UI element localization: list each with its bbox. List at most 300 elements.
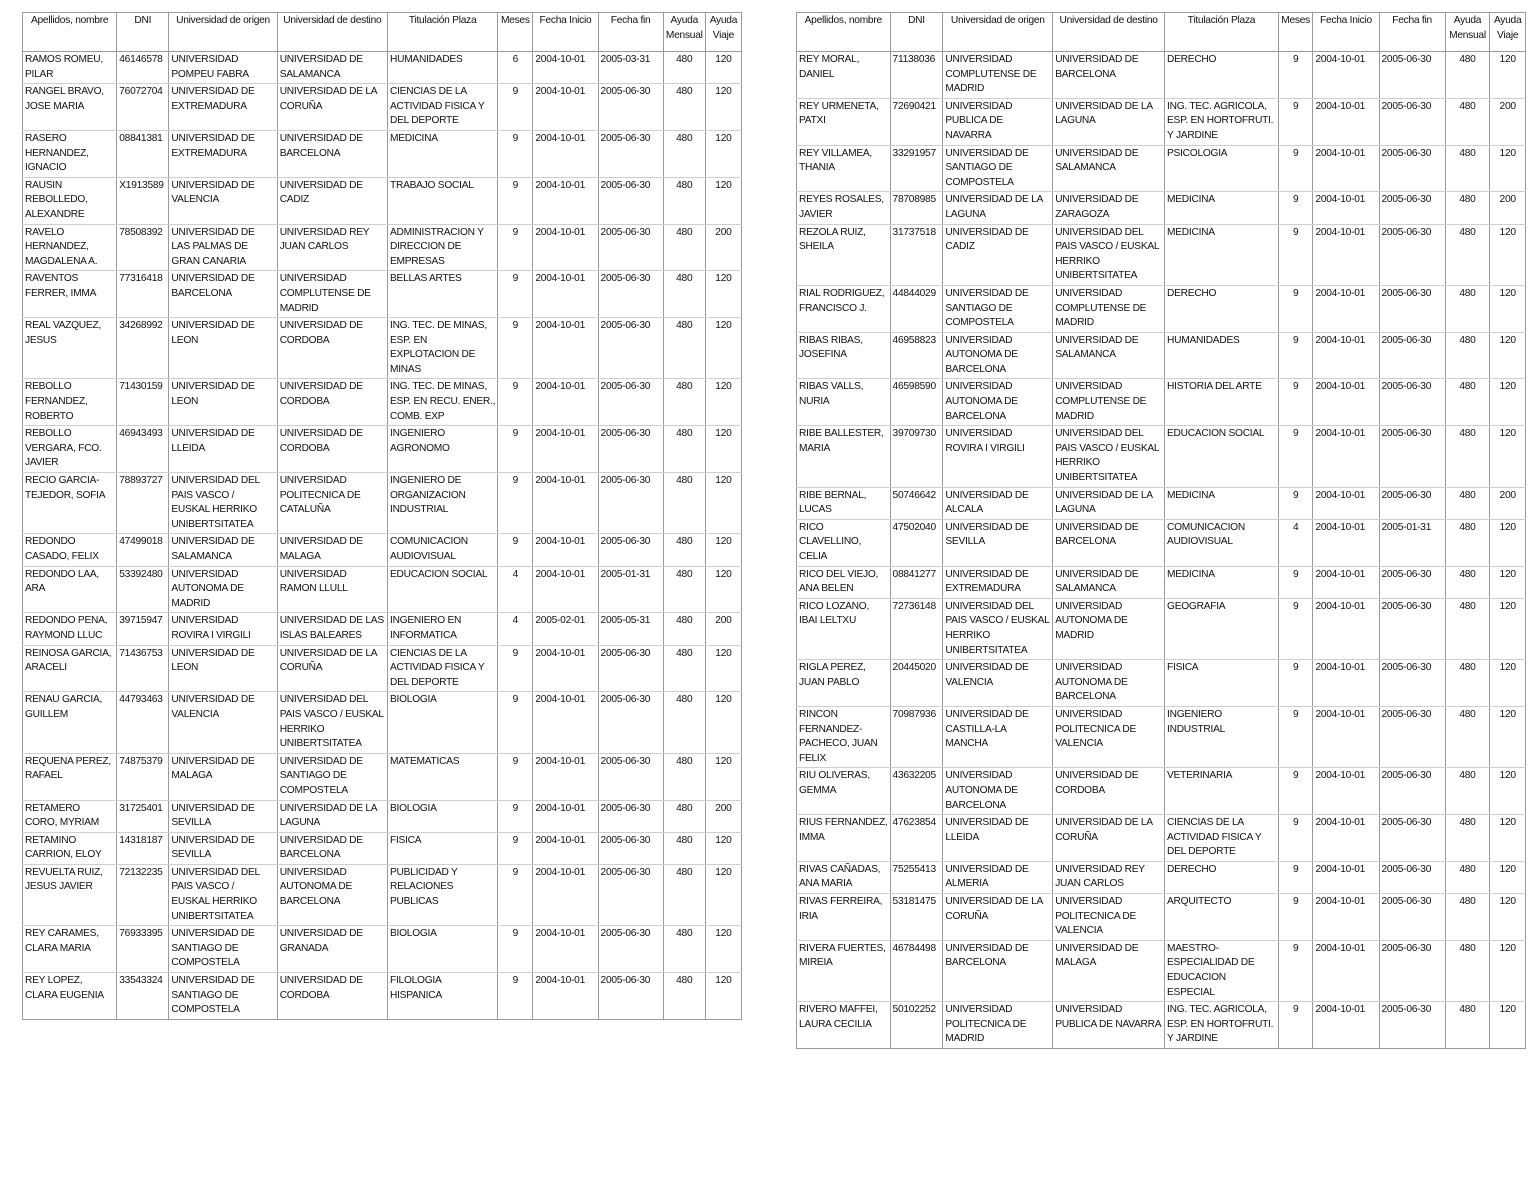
name-cell: RASERO HERNANDEZ, IGNACIO: [23, 130, 117, 177]
column-header-origin-university: Universidad de origen: [943, 13, 1053, 52]
months-cell: 9: [498, 926, 533, 973]
end-date-cell: 2005-06-30: [1379, 332, 1445, 379]
degree-cell: EDUCACION SOCIAL: [387, 566, 497, 613]
travel-aid-cell: 120: [705, 318, 741, 379]
table-row: [23, 84, 742, 131]
degree-cell: PUBLICIDAD Y RELACIONES PUBLICAS: [387, 864, 497, 925]
dni-cell: 74875379: [117, 753, 169, 800]
degree-cell: COMUNICACION AUDIOVISUAL: [1165, 519, 1279, 566]
table-row: [23, 800, 742, 832]
travel-aid-cell: 120: [1490, 332, 1526, 379]
degree-cell: CIENCIAS DE LA ACTIVIDAD FISICA Y DEL DEPORTE: [387, 84, 497, 131]
end-date-cell: 2005-06-30: [1379, 706, 1445, 767]
dni-cell: 46146578: [117, 52, 169, 84]
start-date-cell: 2004-10-01: [533, 864, 598, 925]
scholarship-table-left: [22, 12, 742, 1020]
monthly-aid-cell: 480: [663, 130, 705, 177]
monthly-aid-cell: 480: [663, 379, 705, 426]
origin-university-cell: UNIVERSIDAD DE ALCALA: [943, 487, 1053, 519]
end-date-cell: 2005-01-31: [1379, 519, 1445, 566]
monthly-aid-cell: 480: [1445, 332, 1490, 379]
name-cell: RIBE BALLESTER, MARIA: [797, 426, 891, 487]
name-cell: REY LOPEZ, CLARA EUGENIA: [23, 973, 117, 1020]
start-date-cell: 2004-10-01: [1313, 861, 1379, 893]
start-date-cell: 2004-10-01: [1313, 815, 1379, 862]
table-row: [797, 940, 1526, 1001]
right-page-table: [796, 12, 1526, 1049]
monthly-aid-cell: 480: [663, 613, 705, 645]
dni-cell: 39709730: [890, 426, 943, 487]
header-row: [797, 13, 1526, 52]
monthly-aid-cell: 480: [1445, 52, 1490, 99]
travel-aid-cell: 120: [705, 864, 741, 925]
table-row: [23, 473, 742, 534]
name-cell: REQUENA PEREZ, RAFAEL: [23, 753, 117, 800]
table-row: [797, 285, 1526, 332]
monthly-aid-cell: 480: [663, 864, 705, 925]
start-date-cell: 2004-10-01: [533, 379, 598, 426]
monthly-aid-cell: 480: [1445, 706, 1490, 767]
destination-university-cell: UNIVERSIDAD DE CORDOBA: [277, 973, 387, 1020]
origin-university-cell: UNIVERSIDAD DE ALMERIA: [943, 861, 1053, 893]
destination-university-cell: UNIVERSIDAD COMPLUTENSE DE MADRID: [1053, 379, 1165, 426]
origin-university-cell: UNIVERSIDAD DE LA LAGUNA: [943, 192, 1053, 224]
origin-university-cell: UNIVERSIDAD DE CADIZ: [943, 224, 1053, 285]
table-row: [23, 832, 742, 864]
travel-aid-cell: 120: [1490, 519, 1526, 566]
dni-cell: 08841381: [117, 130, 169, 177]
monthly-aid-cell: 480: [663, 926, 705, 973]
travel-aid-cell: 120: [1490, 894, 1526, 941]
column-header-origin-university: Universidad de origen: [169, 13, 277, 52]
monthly-aid-cell: 480: [1445, 145, 1490, 192]
column-header-dni: DNI: [890, 13, 943, 52]
start-date-cell: 2004-10-01: [1313, 145, 1379, 192]
name-cell: RIVAS FERREIRA, IRIA: [797, 894, 891, 941]
months-cell: 9: [1278, 861, 1313, 893]
table-row: [797, 98, 1526, 145]
destination-university-cell: UNIVERSIDAD DE SANTIAGO DE COMPOSTELA: [277, 753, 387, 800]
degree-cell: ARQUITECTO: [1165, 894, 1279, 941]
destination-university-cell: UNIVERSIDAD DE ZARAGOZA: [1053, 192, 1165, 224]
name-cell: RIU OLIVERAS, GEMMA: [797, 768, 891, 815]
start-date-cell: 2004-10-01: [533, 224, 598, 271]
months-cell: 4: [498, 613, 533, 645]
dni-cell: 46598590: [890, 379, 943, 426]
column-header-monthly-aid: Ayuda Mensual: [1445, 13, 1490, 52]
degree-cell: HUMANIDADES: [1165, 332, 1279, 379]
column-header-end-date: Fecha fin: [598, 13, 663, 52]
start-date-cell: 2004-10-01: [1313, 332, 1379, 379]
dni-cell: 20445020: [890, 660, 943, 707]
destination-university-cell: UNIVERSIDAD DEL PAIS VASCO / EUSKAL HERRIKO UNIBERTSITATEA: [1053, 426, 1165, 487]
dni-cell: 71430159: [117, 379, 169, 426]
origin-university-cell: UNIVERSIDAD DEL PAIS VASCO / EUSKAL HERRIKO UNIBERTSITATEA: [169, 864, 277, 925]
destination-university-cell: UNIVERSIDAD REY JUAN CARLOS: [1053, 861, 1165, 893]
months-cell: 9: [1278, 224, 1313, 285]
degree-cell: COMUNICACION AUDIOVISUAL: [387, 534, 497, 566]
start-date-cell: 2005-02-01: [533, 613, 598, 645]
name-cell: RAVELO HERNANDEZ, MAGDALENA A.: [23, 224, 117, 271]
monthly-aid-cell: 480: [663, 753, 705, 800]
travel-aid-cell: 120: [705, 52, 741, 84]
table-row: [797, 426, 1526, 487]
dni-cell: 46943493: [117, 426, 169, 473]
monthly-aid-cell: 480: [1445, 519, 1490, 566]
table-row: [23, 534, 742, 566]
header-row: [23, 13, 742, 52]
travel-aid-cell: 120: [705, 426, 741, 473]
start-date-cell: 2004-10-01: [1313, 52, 1379, 99]
start-date-cell: 2004-10-01: [533, 473, 598, 534]
dni-cell: 50102252: [890, 1002, 943, 1049]
scholarship-table-right: [796, 12, 1526, 1049]
destination-university-cell: UNIVERSIDAD POLITECNICA DE CATALUÑA: [277, 473, 387, 534]
column-header-name: Apellidos, nombre: [23, 13, 117, 52]
name-cell: RECIO GARCIA-TEJEDOR, SOFIA: [23, 473, 117, 534]
origin-university-cell: UNIVERSIDAD COMPLUTENSE DE MADRID: [943, 52, 1053, 99]
end-date-cell: 2005-06-30: [598, 864, 663, 925]
months-cell: 9: [1278, 815, 1313, 862]
travel-aid-cell: 120: [705, 832, 741, 864]
end-date-cell: 2005-06-30: [1379, 487, 1445, 519]
destination-university-cell: UNIVERSIDAD DEL PAIS VASCO / EUSKAL HERRIKO UNIBERTSITATEA: [1053, 224, 1165, 285]
origin-university-cell: UNIVERSIDAD DE CASTILLA-LA MANCHA: [943, 706, 1053, 767]
dni-cell: 75255413: [890, 861, 943, 893]
name-cell: RIBAS VALLS, NURIA: [797, 379, 891, 426]
degree-cell: FISICA: [1165, 660, 1279, 707]
origin-university-cell: UNIVERSIDAD DE EXTREMADURA: [169, 84, 277, 131]
table-row: [797, 192, 1526, 224]
travel-aid-cell: 120: [705, 692, 741, 753]
table-row: [797, 519, 1526, 566]
end-date-cell: 2005-06-30: [598, 318, 663, 379]
monthly-aid-cell: 480: [1445, 598, 1490, 659]
name-cell: REY MORAL, DANIEL: [797, 52, 891, 99]
months-cell: 9: [498, 534, 533, 566]
start-date-cell: 2004-10-01: [1313, 598, 1379, 659]
months-cell: 9: [498, 832, 533, 864]
table-row: [23, 645, 742, 692]
months-cell: 9: [1278, 285, 1313, 332]
origin-university-cell: UNIVERSIDAD DE LEON: [169, 379, 277, 426]
name-cell: RETAMERO CORO, MYRIAM: [23, 800, 117, 832]
end-date-cell: 2005-06-30: [598, 692, 663, 753]
start-date-cell: 2004-10-01: [533, 926, 598, 973]
months-cell: 9: [1278, 894, 1313, 941]
degree-cell: BIOLOGIA: [387, 926, 497, 973]
degree-cell: MEDICINA: [1165, 192, 1279, 224]
destination-university-cell: UNIVERSIDAD DE MALAGA: [277, 534, 387, 566]
monthly-aid-cell: 480: [1445, 566, 1490, 598]
column-header-travel-aid: Ayuda Viaje: [1490, 13, 1526, 52]
dni-cell: 47502040: [890, 519, 943, 566]
end-date-cell: 2005-06-30: [1379, 52, 1445, 99]
end-date-cell: 2005-06-30: [598, 426, 663, 473]
name-cell: RIBE BERNAL, LUCAS: [797, 487, 891, 519]
travel-aid-cell: 120: [1490, 224, 1526, 285]
destination-university-cell: UNIVERSIDAD DE CORDOBA: [277, 318, 387, 379]
degree-cell: GEOGRAFIA: [1165, 598, 1279, 659]
column-header-months: Meses: [1278, 13, 1313, 52]
travel-aid-cell: 120: [1490, 379, 1526, 426]
start-date-cell: 2004-10-01: [1313, 224, 1379, 285]
destination-university-cell: UNIVERSIDAD DE CORDOBA: [277, 379, 387, 426]
degree-cell: PSICOLOGIA: [1165, 145, 1279, 192]
destination-university-cell: UNIVERSIDAD DE GRANADA: [277, 926, 387, 973]
months-cell: 9: [498, 379, 533, 426]
table-row: [23, 926, 742, 973]
origin-university-cell: UNIVERSIDAD DE LEON: [169, 318, 277, 379]
destination-university-cell: UNIVERSIDAD DE BARCELONA: [277, 130, 387, 177]
table-row: [23, 613, 742, 645]
end-date-cell: 2005-03-31: [598, 52, 663, 84]
monthly-aid-cell: 480: [1445, 224, 1490, 285]
table-row: [797, 815, 1526, 862]
end-date-cell: 2005-06-30: [1379, 285, 1445, 332]
degree-cell: INGENIERO AGRONOMO: [387, 426, 497, 473]
origin-university-cell: UNIVERSIDAD DE SEVILLA: [169, 832, 277, 864]
dni-cell: 33291957: [890, 145, 943, 192]
table-row: [797, 1002, 1526, 1049]
months-cell: 9: [1278, 145, 1313, 192]
monthly-aid-cell: 480: [663, 426, 705, 473]
table-row: [797, 566, 1526, 598]
degree-cell: INGENIERO INDUSTRIAL: [1165, 706, 1279, 767]
monthly-aid-cell: 480: [1445, 192, 1490, 224]
travel-aid-cell: 200: [1490, 192, 1526, 224]
table-row: [797, 224, 1526, 285]
months-cell: 9: [498, 473, 533, 534]
start-date-cell: 2004-10-01: [533, 800, 598, 832]
start-date-cell: 2004-10-01: [1313, 706, 1379, 767]
destination-university-cell: UNIVERSIDAD DE SALAMANCA: [277, 52, 387, 84]
degree-cell: CIENCIAS DE LA ACTIVIDAD FISICA Y DEL DEPORTE: [387, 645, 497, 692]
months-cell: 9: [1278, 1002, 1313, 1049]
months-cell: 9: [1278, 940, 1313, 1001]
name-cell: RAVENTOS FERRER, IMMA: [23, 271, 117, 318]
end-date-cell: 2005-06-30: [598, 84, 663, 131]
monthly-aid-cell: 480: [663, 832, 705, 864]
destination-university-cell: UNIVERSIDAD COMPLUTENSE DE MADRID: [1053, 285, 1165, 332]
monthly-aid-cell: 480: [663, 271, 705, 318]
start-date-cell: 2004-10-01: [533, 645, 598, 692]
months-cell: 9: [498, 271, 533, 318]
start-date-cell: 2004-10-01: [1313, 566, 1379, 598]
table-row: [797, 52, 1526, 99]
monthly-aid-cell: 480: [1445, 861, 1490, 893]
column-header-end-date: Fecha fin: [1379, 13, 1445, 52]
name-cell: RICO LOZANO, IBAI LELTXU: [797, 598, 891, 659]
monthly-aid-cell: 480: [1445, 98, 1490, 145]
travel-aid-cell: 120: [1490, 861, 1526, 893]
travel-aid-cell: 120: [1490, 768, 1526, 815]
degree-cell: BIOLOGIA: [387, 800, 497, 832]
dni-cell: 08841277: [890, 566, 943, 598]
table-row: [23, 566, 742, 613]
destination-university-cell: UNIVERSIDAD DE LA LAGUNA: [1053, 487, 1165, 519]
months-cell: 9: [498, 692, 533, 753]
end-date-cell: 2005-06-30: [1379, 566, 1445, 598]
table-row: [23, 130, 742, 177]
end-date-cell: 2005-06-30: [1379, 815, 1445, 862]
destination-university-cell: UNIVERSIDAD DE CADIZ: [277, 177, 387, 224]
start-date-cell: 2004-10-01: [1313, 426, 1379, 487]
travel-aid-cell: 120: [1490, 1002, 1526, 1049]
degree-cell: VETERINARIA: [1165, 768, 1279, 815]
origin-university-cell: UNIVERSIDAD POLITECNICA DE MADRID: [943, 1002, 1053, 1049]
origin-university-cell: UNIVERSIDAD DE VALENCIA: [169, 177, 277, 224]
start-date-cell: 2004-10-01: [533, 832, 598, 864]
degree-cell: MAESTRO-ESPECIALIDAD DE EDUCACION ESPECIAL: [1165, 940, 1279, 1001]
name-cell: RIAL RODRIGUEZ, FRANCISCO J.: [797, 285, 891, 332]
dni-cell: 47499018: [117, 534, 169, 566]
dni-cell: 76933395: [117, 926, 169, 973]
column-header-monthly-aid: Ayuda Mensual: [663, 13, 705, 52]
start-date-cell: 2004-10-01: [533, 177, 598, 224]
dni-cell: 72132235: [117, 864, 169, 925]
degree-cell: HISTORIA DEL ARTE: [1165, 379, 1279, 426]
months-cell: 9: [1278, 52, 1313, 99]
monthly-aid-cell: 480: [663, 84, 705, 131]
name-cell: RIGLA PEREZ, JUAN PABLO: [797, 660, 891, 707]
dni-cell: 53392480: [117, 566, 169, 613]
start-date-cell: 2004-10-01: [533, 973, 598, 1020]
start-date-cell: 2004-10-01: [533, 318, 598, 379]
end-date-cell: 2005-06-30: [1379, 598, 1445, 659]
monthly-aid-cell: 480: [1445, 379, 1490, 426]
end-date-cell: 2005-06-30: [598, 645, 663, 692]
travel-aid-cell: 200: [705, 613, 741, 645]
degree-cell: FISICA: [387, 832, 497, 864]
table-row: [23, 318, 742, 379]
start-date-cell: 2004-10-01: [533, 534, 598, 566]
dni-cell: 46784498: [890, 940, 943, 1001]
name-cell: RETAMINO CARRION, ELOY: [23, 832, 117, 864]
travel-aid-cell: 200: [705, 800, 741, 832]
start-date-cell: 2004-10-01: [1313, 98, 1379, 145]
column-header-degree: Titulación Plaza: [1165, 13, 1279, 52]
start-date-cell: 2004-10-01: [1313, 519, 1379, 566]
origin-university-cell: UNIVERSIDAD DEL PAIS VASCO / EUSKAL HERRIKO UNIBERTSITATEA: [169, 473, 277, 534]
name-cell: RAMOS ROMEU, PILAR: [23, 52, 117, 84]
table-row: [797, 861, 1526, 893]
degree-cell: ING. TEC. AGRICOLA, ESP. EN HORTOFRUTI. Y JARDINE: [1165, 98, 1279, 145]
destination-university-cell: UNIVERSIDAD DEL PAIS VASCO / EUSKAL HERRIKO UNIBERTSITATEA: [277, 692, 387, 753]
travel-aid-cell: 120: [1490, 706, 1526, 767]
degree-cell: MATEMATICAS: [387, 753, 497, 800]
travel-aid-cell: 120: [705, 645, 741, 692]
start-date-cell: 2004-10-01: [1313, 285, 1379, 332]
table-row: [23, 426, 742, 473]
origin-university-cell: UNIVERSIDAD DE LLEIDA: [943, 815, 1053, 862]
origin-university-cell: UNIVERSIDAD POMPEU FABRA: [169, 52, 277, 84]
origin-university-cell: UNIVERSIDAD DE SEVILLA: [943, 519, 1053, 566]
origin-university-cell: UNIVERSIDAD DE SANTIAGO DE COMPOSTELA: [169, 973, 277, 1020]
degree-cell: ING. TEC. DE MINAS, ESP. EN EXPLOTACION DE MINAS: [387, 318, 497, 379]
start-date-cell: 2004-10-01: [533, 566, 598, 613]
degree-cell: MEDICINA: [1165, 487, 1279, 519]
origin-university-cell: UNIVERSIDAD DEL PAIS VASCO / EUSKAL HERRIKO UNIBERTSITATEA: [943, 598, 1053, 659]
travel-aid-cell: 120: [705, 271, 741, 318]
destination-university-cell: UNIVERSIDAD DE SALAMANCA: [1053, 332, 1165, 379]
dni-cell: 78508392: [117, 224, 169, 271]
origin-university-cell: UNIVERSIDAD AUTONOMA DE BARCELONA: [943, 379, 1053, 426]
monthly-aid-cell: 480: [663, 800, 705, 832]
dni-cell: 71138036: [890, 52, 943, 99]
destination-university-cell: UNIVERSIDAD DE LA CORUÑA: [277, 645, 387, 692]
destination-university-cell: UNIVERSIDAD DE SALAMANCA: [1053, 566, 1165, 598]
dni-cell: 71436753: [117, 645, 169, 692]
name-cell: REDONDO PENA, RAYMOND LLUC: [23, 613, 117, 645]
table-row: [797, 145, 1526, 192]
travel-aid-cell: 120: [1490, 660, 1526, 707]
origin-university-cell: UNIVERSIDAD DE LLEIDA: [169, 426, 277, 473]
monthly-aid-cell: 480: [663, 534, 705, 566]
dni-cell: 53181475: [890, 894, 943, 941]
column-header-name: Apellidos, nombre: [797, 13, 891, 52]
degree-cell: TRABAJO SOCIAL: [387, 177, 497, 224]
origin-university-cell: UNIVERSIDAD DE BARCELONA: [169, 271, 277, 318]
dni-cell: 77316418: [117, 271, 169, 318]
monthly-aid-cell: 480: [663, 52, 705, 84]
name-cell: REY URMENETA, PATXI: [797, 98, 891, 145]
table-row: [23, 224, 742, 271]
months-cell: 9: [498, 973, 533, 1020]
dni-cell: 78893727: [117, 473, 169, 534]
degree-cell: INGENIERO DE ORGANIZACION INDUSTRIAL: [387, 473, 497, 534]
destination-university-cell: UNIVERSIDAD DE LA LAGUNA: [1053, 98, 1165, 145]
travel-aid-cell: 120: [705, 130, 741, 177]
destination-university-cell: UNIVERSIDAD DE BARCELONA: [1053, 52, 1165, 99]
travel-aid-cell: 200: [1490, 98, 1526, 145]
origin-university-cell: UNIVERSIDAD DE BARCELONA: [943, 940, 1053, 1001]
months-cell: 9: [1278, 660, 1313, 707]
monthly-aid-cell: 480: [1445, 426, 1490, 487]
end-date-cell: 2005-06-30: [598, 473, 663, 534]
origin-university-cell: UNIVERSIDAD DE LAS PALMAS DE GRAN CANARIA: [169, 224, 277, 271]
end-date-cell: 2005-06-30: [1379, 1002, 1445, 1049]
end-date-cell: 2005-06-30: [1379, 145, 1445, 192]
monthly-aid-cell: 480: [663, 224, 705, 271]
travel-aid-cell: 120: [705, 84, 741, 131]
table-row: [23, 864, 742, 925]
name-cell: RANGEL BRAVO, JOSE MARIA: [23, 84, 117, 131]
origin-university-cell: UNIVERSIDAD ROVIRA I VIRGILI: [169, 613, 277, 645]
end-date-cell: 2005-06-30: [598, 271, 663, 318]
months-cell: 9: [1278, 566, 1313, 598]
travel-aid-cell: 120: [1490, 566, 1526, 598]
travel-aid-cell: 120: [705, 926, 741, 973]
origin-university-cell: UNIVERSIDAD DE LEON: [169, 645, 277, 692]
travel-aid-cell: 120: [705, 473, 741, 534]
degree-cell: FILOLOGIA HISPANICA: [387, 973, 497, 1020]
end-date-cell: 2005-06-30: [1379, 224, 1445, 285]
degree-cell: ING. TEC. DE MINAS, ESP. EN RECU. ENER., COMB. EXP: [387, 379, 497, 426]
table-row: [23, 52, 742, 84]
name-cell: RIVERO MAFFEI, LAURA CECILIA: [797, 1002, 891, 1049]
start-date-cell: 2004-10-01: [533, 426, 598, 473]
destination-university-cell: UNIVERSIDAD DE MALAGA: [1053, 940, 1165, 1001]
destination-university-cell: UNIVERSIDAD DE SALAMANCA: [1053, 145, 1165, 192]
origin-university-cell: UNIVERSIDAD DE SEVILLA: [169, 800, 277, 832]
column-header-destination-university: Universidad de destino: [1053, 13, 1165, 52]
end-date-cell: 2005-06-30: [598, 926, 663, 973]
degree-cell: EDUCACION SOCIAL: [1165, 426, 1279, 487]
destination-university-cell: UNIVERSIDAD PUBLICA DE NAVARRA: [1053, 1002, 1165, 1049]
destination-university-cell: UNIVERSIDAD AUTONOMA DE BARCELONA: [277, 864, 387, 925]
months-cell: 9: [498, 800, 533, 832]
